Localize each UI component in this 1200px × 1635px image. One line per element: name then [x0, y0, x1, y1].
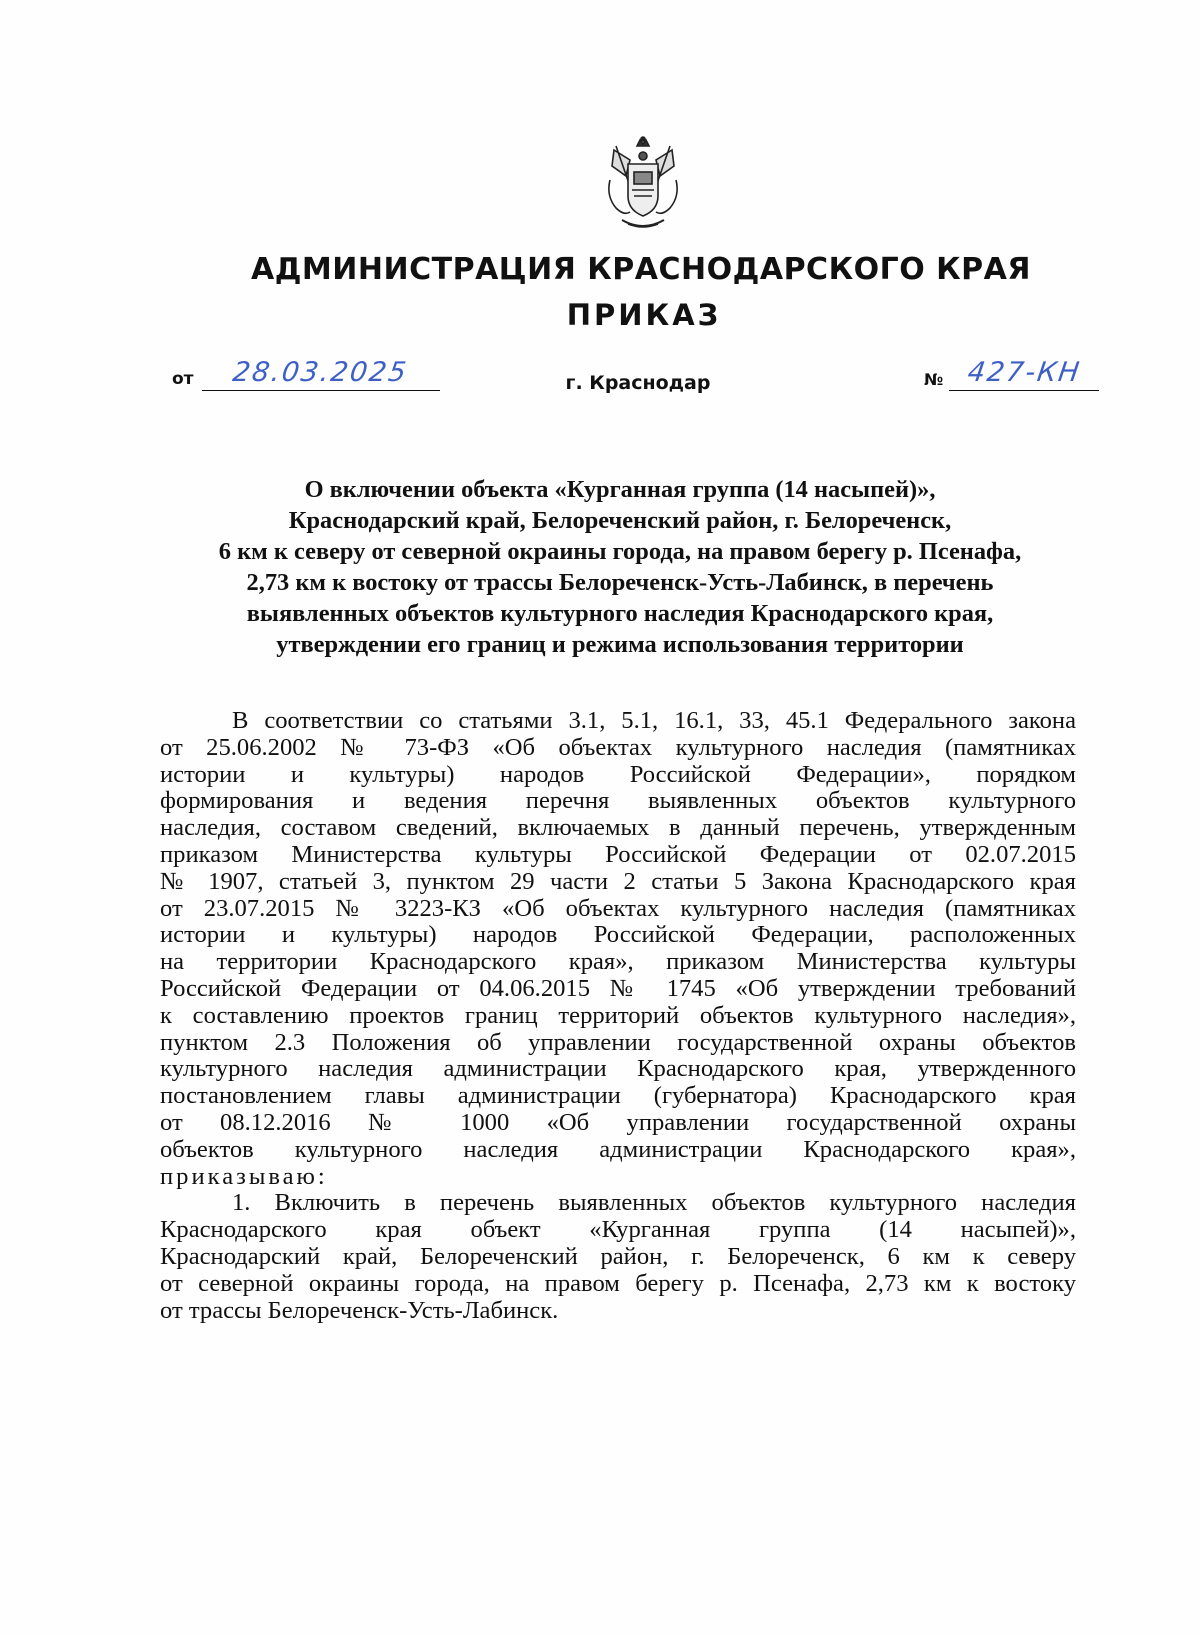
heading-line: выявленных объектов культурного наследия Краснодарского края, — [246, 600, 994, 627]
heading-line: 6 км к северу от северной окраины города, на правом берегу р. Псенафа, — [218, 538, 1022, 565]
body-line: формирования и ведения перечня выявленных объектов культурного — [160, 787, 1076, 815]
body-line: 1. Включить в перечень выявленных объектов культурного наследия — [232, 1189, 1076, 1217]
body-line: от северной окраины города, на правом берегу р. Псенафа, 2,73 км к востоку — [160, 1269, 1076, 1297]
document-body — [160, 708, 1076, 1324]
number-value: 427-КН — [965, 357, 1083, 388]
body-line: объектов культурного наследия администрации Краснодарского края», — [160, 1135, 1076, 1163]
body-line: № 1907, статьей 3, пунктом 29 части 2 статьи 5 Закона Краснодарского края — [160, 867, 1076, 895]
body-line: истории и культуры) народов Российской Федерации, расположенных — [160, 921, 1076, 949]
body-line: от 23.07.2015 № 3223-КЗ «Об объектах культурного наследия (памятниках — [160, 894, 1076, 922]
body-line: истории и культуры) народов Российской Федерации», порядком — [160, 760, 1076, 788]
body-line: В соответствии со статьями 3.1, 5.1, 16.1, 33, 45.1 Федерального закона — [232, 707, 1076, 734]
body-line-order-word: приказываю: — [160, 1162, 328, 1190]
document-heading — [160, 474, 1080, 660]
document-type: ПРИКАЗ — [566, 298, 722, 332]
body-line: от 25.06.2002 № 73-ФЗ «Об объектах культурного наследия (памятниках — [160, 733, 1076, 761]
body-line: Краснодарский край, Белореченский район, г. Белореченск, 6 км к северу — [160, 1242, 1076, 1270]
heading-line: Краснодарский край, Белореченский район, г. Белореченск, — [288, 507, 952, 534]
city-label: г. Краснодар — [565, 372, 711, 394]
body-line: Российской Федерации от 04.06.2015 № 1745 «Об утверждении требований — [160, 974, 1076, 1002]
body-line: приказом Министерства культуры Российской Федерации от 02.07.2015 — [160, 840, 1076, 868]
date-value: 28.03.2025 — [231, 357, 411, 388]
body-line: культурного наследия администрации Краснодарского края, утвержденного — [160, 1055, 1076, 1083]
heading-line: 2,73 км к востоку от трассы Белореченск-Усть-Лабинск, в перечень — [246, 569, 994, 596]
body-line: от трассы Белореченск-Усть-Лабинск. — [160, 1296, 559, 1324]
body-line: наследия, составом сведений, включаемых в данный перечень, утвержденным — [160, 814, 1076, 842]
number-prefix: № — [924, 370, 944, 389]
body-line: пунктом 2.3 Положения об управлении государственной охраны объектов — [160, 1028, 1076, 1056]
body-line: на территории Краснодарского края», приказом Министерства культуры — [160, 948, 1076, 976]
date-prefix: от — [172, 369, 194, 389]
body-line: к составлению проектов границ территорий объектов культурного наследия», — [160, 1001, 1076, 1029]
heading-line: О включении объекта «Курганная группа (14 насыпей)», — [304, 476, 936, 503]
organization-title: АДМИНИСТРАЦИЯ КРАСНОДАРСКОГО КРАЯ — [251, 252, 1031, 287]
coat-of-arms-icon — [604, 136, 682, 234]
body-line: постановлением главы администрации (губернатора) Краснодарского края — [160, 1082, 1076, 1110]
body-line: от 08.12.2016 № 1000 «Об управлении государственной охраны — [160, 1108, 1076, 1136]
heading-line: утверждении его границ и режима использования территории — [276, 631, 964, 658]
body-line: Краснодарского края объект «Курганная группа (14 насыпей)», — [160, 1216, 1076, 1244]
